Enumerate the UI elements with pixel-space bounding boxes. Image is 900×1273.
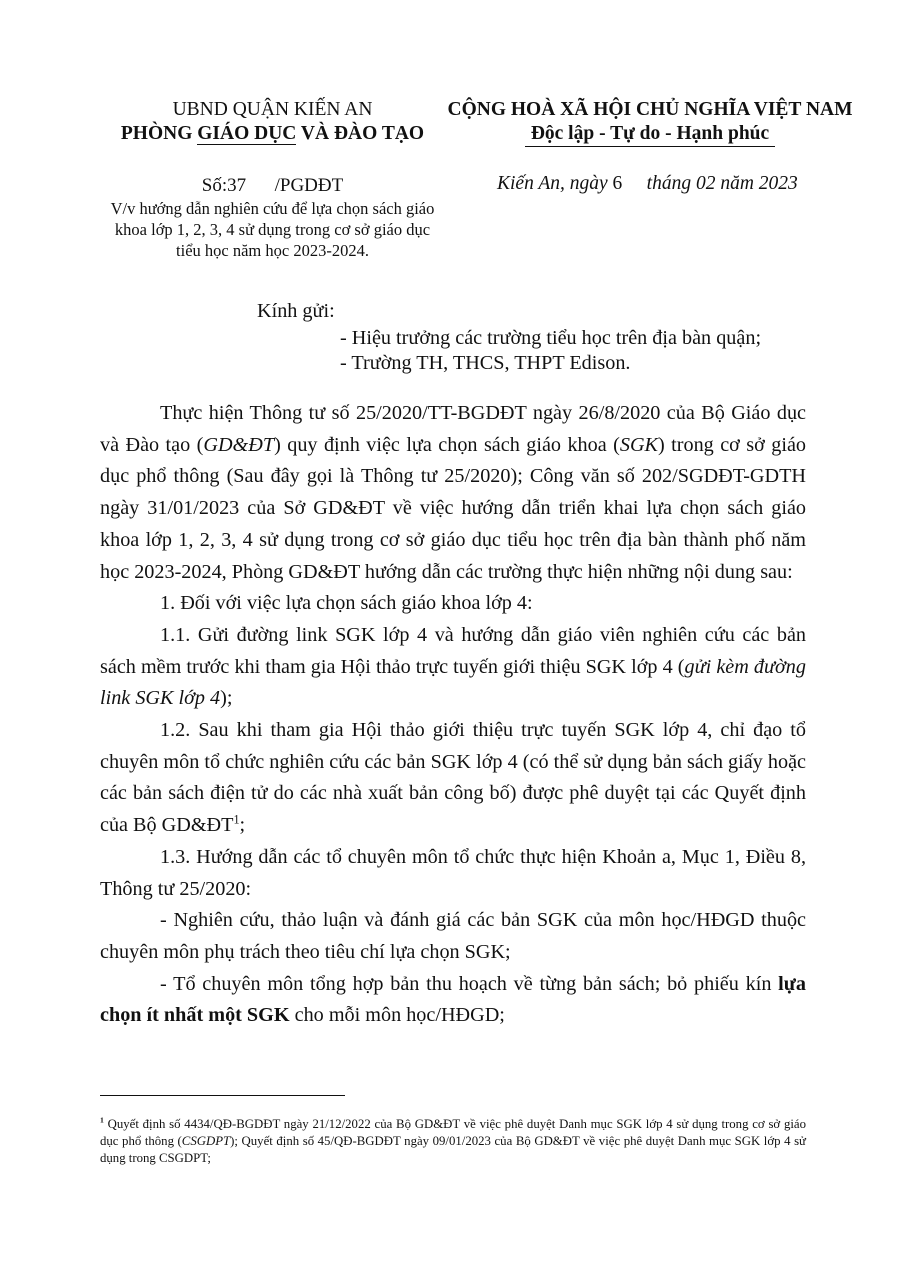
document-subject: V/v hướng dẫn nghiên cứu để lựa chọn sách giáo khoa lớp 1, 2, 3, 4 sử dụng trong cơ sở giáo dục tiểu học năm học 2023-2024.: [110, 199, 435, 260]
paragraph-1-3: 1.3. Hướng dẫn các tổ chuyên môn tổ chức thực hiện Khoản a, Mục 1, Điều 8, Thông tư 25/2020:: [100, 845, 806, 900]
day: 6: [612, 173, 623, 194]
number-suffix: /PGDĐT: [274, 175, 344, 196]
recipient-item: - Hiệu trưởng các trường tiểu học trên địa bàn quận;: [340, 327, 762, 349]
footnote-separator: [100, 1095, 345, 1096]
national-header-block: [440, 98, 860, 146]
paragraph-1-1: 1.1. Gửi đường link SGK lớp 4 và hướng dẫn giáo viên nghiên cứu các bản sách mềm trước khi tham gia Hội thảo trực tuyến giới thiệu SGK lớp 4 (gửi kèm đường link SGK lớp 4);: [100, 623, 806, 710]
footnote-ref[interactable]: 1: [233, 812, 240, 827]
country-name: CỘNG HOÀ XÃ HỘI CHỦ NGHĨA VIỆT NAM: [447, 99, 853, 120]
recipient-item: - Trường TH, THCS, THPT Edison.: [340, 352, 631, 374]
dept-prefix: PHÒNG: [120, 123, 198, 144]
document-number: [100, 174, 445, 198]
footnote-mark: 1: [100, 1115, 104, 1125]
place-date: [497, 173, 798, 195]
number-label: Số:37: [201, 175, 247, 196]
recipients-label: Kính gửi:: [257, 300, 335, 322]
place-date-prefix: Kiến An, ngày: [497, 173, 613, 194]
paragraph-1-2: 1.2. Sau khi tham gia Hội thảo giới thiệu trực tuyến SGK lớp 4, chỉ đạo tổ chuyên môn tổ chức nghiên cứu các bản SGK lớp 4 (có thể sử dụng bản sách giấy hoặc các bản sách điện tử do các nhà xuất bản công bố) được phê duyệt tại các Quyết định của Bộ $GD\&ĐT^1$;: [100, 719, 806, 837]
issuing-agency-block: [100, 98, 445, 146]
bullet-research: - Nghiên cứu, thảo luận và đánh giá các bản SGK của môn học/HĐGD thuộc chuyên môn phụ trách theo tiêu chí lựa chọn SGK;: [100, 909, 806, 963]
document-number-block: [100, 174, 445, 261]
place-date-suffix: tháng 02 năm 2023: [646, 173, 798, 194]
paragraph-intro: Thực hiện Thông tư số 25/2020/TT-BGDĐT ngày 26/8/2020 của Bộ Giáo dục và Đào tạo (GD&ĐT) quy định việc lựa chọn sách giáo khoa (SGK) trong cơ sở giáo dục phổ thông (Sau đây gọi là Thông tư 25/2020); Công văn số 202/SGDĐT-GDTH ngày 31/01/2023 của Sở GD&ĐT về việc hướng dẫn triển khai lựa chọn sách giáo khoa lớp 1, 2, 3, 4 sử dụng trong cơ sở giáo dục tiểu học trên địa bàn thành phố năm học 2023-2024, Phòng GD&ĐT hướng dẫn các trường thực hiện những nội dung sau:: [100, 402, 807, 583]
dept-suffix: VÀ ĐÀO TẠO: [296, 123, 425, 144]
footnote: $^1$ Quyết định số 4434/QĐ-BGDĐT ngày 21/12/2022 của Bộ GD&ĐT về việc phê duyệt Danh mục SGK lớp 4 sử dụng trong cơ sở giáo dục phổ thông (CSGDPT); Quyết định số 45/QĐ-BGDĐT ngày 09/01/2023 của Bộ GD&ĐT về việc phê duyệt Danh mục SGK lớp 4 sử dụng trong CSGDPT;: [100, 1115, 806, 1165]
section-1-heading: 1. Đối với việc lựa chọn sách giáo khoa lớp 4:: [160, 592, 533, 615]
agency-name: UBND QUẬN KIẾN AN: [172, 99, 373, 120]
national-motto: Độc lập - Tự do - Hạnh phúc: [525, 123, 775, 147]
document-body: [100, 296, 806, 1032]
department-name: [100, 122, 445, 146]
dept-underlined: GIÁO DỤC: [197, 123, 297, 144]
bullet-vote: - Tổ chuyên môn tổng hợp bản thu hoạch về từng bản sách; bỏ phiếu kín lựa chọn ít nhất một SGK cho mỗi môn học/HĐGD;: [100, 972, 806, 1027]
